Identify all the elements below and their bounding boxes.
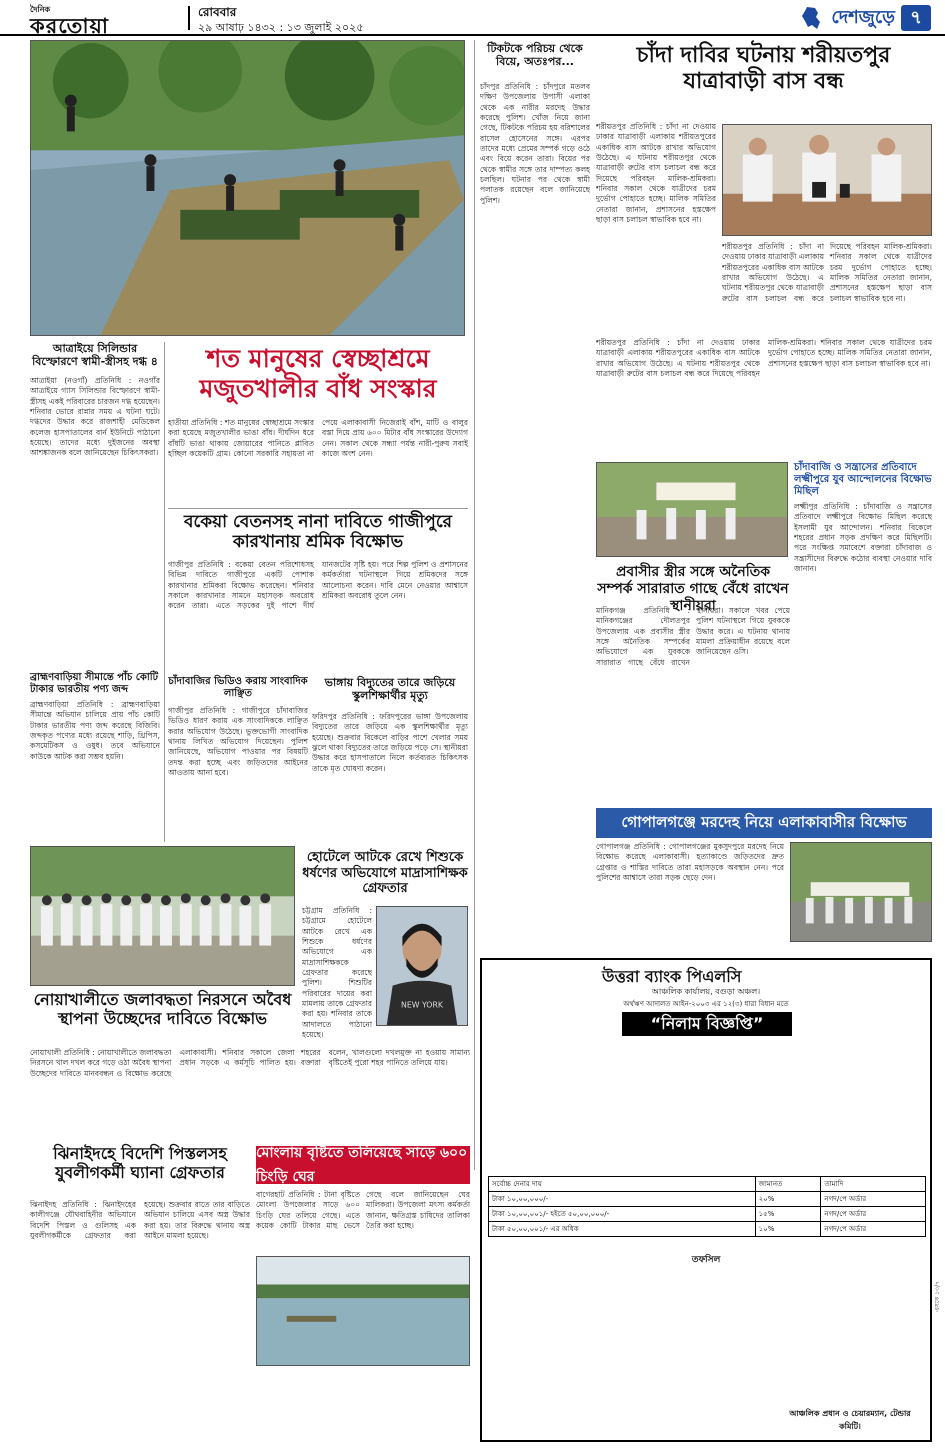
table-row — [489, 1222, 926, 1237]
deposit-table — [488, 1176, 926, 1237]
brand-small: দৈনিক — [30, 5, 51, 14]
table-cell: টাকা ১০,০০,০০১/- হইতে ৫০,০০,০০০/- — [489, 1207, 756, 1222]
table-cell: ১৫% — [755, 1207, 821, 1222]
issue-day: রোববার — [198, 5, 237, 19]
expat-headline[interactable]: প্রবাসীর স্ত্রীর সঙ্গে অনৈতিক সম্পর্ক সারারাত গাছে বেঁধে রাখেন স্থানীয়রা — [597, 564, 789, 614]
bangladesh-map-icon — [799, 5, 825, 31]
section-badge — [799, 4, 931, 32]
madrasa-headline[interactable]: হোটেলে আটকে রেখে শিশুকে ধর্ষণের অভিযোগে মাদ্রাসাশিক্ষক গ্রেফতার — [302, 850, 468, 897]
cylinder-body: আত্রাইয়া (নওগাঁ) প্রতিনিধি : নওগাঁর আত্রাইয়ে গ্যাস সিলিন্ডার বিস্ফোরণে স্বামী-স্ত্রীসহ একই পরিবারের চারজন দগ্ধ হয়েছেন। শনিবার ভোরে রান্নার সময় এ ঘটনা ঘটে। দগ্ধদের উদ্ধার করে রাজশাহী মেডিকেল কলেজ হাসপাতালের বার্ন ইউনিটে পাঠানো হয়েছে। তাদের মধ্যে দুইজনের অবস্থা আশঙ্কাজনক বলে জানিয়েছেন চিকিৎসকরা। — [30, 376, 160, 458]
table-header: সর্বোচ্চ দেনার দায় — [489, 1177, 756, 1192]
table-row — [489, 1192, 926, 1207]
masthead — [0, 0, 945, 36]
newspaper-logo[interactable] — [30, 4, 180, 38]
electric-headline[interactable]: ভাঙ্গায় বিদ্যুতের তারে জড়িয়ে স্কুলশিক্ষার্থীর মৃত্যু — [324, 676, 456, 703]
brahmanbaria-headline[interactable]: ব্রাহ্মণবাড়িয়া সীমান্তে পাঁচ কোটি টাকার ভারতীয় পণ্য জব্দ — [30, 672, 159, 695]
schedule-label: তফসিল — [691, 1255, 721, 1265]
noakhali-headline[interactable]: নোয়াখালীতে জলাবদ্ধতা নিরসনে অবৈধ স্থাপনা উচ্ছেদের দাবিতে বিক্ষোভ — [33, 990, 292, 1029]
press-conference-photo — [722, 124, 932, 236]
bus-headline[interactable]: চাঁদা দাবির ঘটনায় শরীয়তপুর যাত্রাবাড়ী বাস বন্ধ — [636, 42, 891, 95]
dam-headline[interactable]: শত মানুষের স্বেচ্ছাশ্রমে মজুতখালীর বাঁধ সংস্কার — [199, 344, 437, 403]
mongla-body: বাগেরহাট প্রতিনিধি : টানা বৃষ্টিতে মোংলা উপজেলার সাড়ে ৬০০ চিংড়ি ঘের তলিয়ে গেছে। এতে কয়েক কোটি টাকার মাছ ভেসে গেছে বলে জানিয়েছেন ঘের মালিকরা। উপজেলা মৎস্য কর্মকর্তা জানান, ক্ষতিগ্রস্ত চাষিদের তালিকা তৈরি করা হচ্ছে। — [256, 1190, 470, 1231]
table-header-row — [489, 1177, 926, 1192]
table-cell: টাকা ৫০,০০,০০১/- এর অধিক — [489, 1222, 756, 1237]
human-chain-photo — [30, 846, 295, 986]
column-rule — [164, 342, 165, 842]
jhenaidah-body: ঝিনাইদহ প্রতিনিধি : ঝিনাইদহের কালীগঞ্জে যৌথবাহিনীর অভিযানে বিদেশি পিস্তল ও গুলিসহ এক যুবলীগকর্মীকে গ্রেফতার করা হয়েছে। শুক্রবার রাতে তার বাড়িতে অভিযান চালিয়ে এসব অস্ত্র উদ্ধার করা হয়। তার বিরুদ্ধে থানায় অস্ত্র আইনে মামলা হয়েছে। — [30, 1200, 250, 1241]
lakshmipur-body: লক্ষ্মীপুর প্রতিনিধি : চাঁদাবাজি ও সন্ত্রাসের প্রতিবাদে লক্ষ্মীপুরে বিক্ষোভ মিছিল করেছে ইসলামী যুব আন্দোলন। শনিবার বিকেলে শহরের প্রধান সড়ক প্রদক্ষিণ করে মিছিলটি। পরে সংক্ষিপ্ত সমাবেশে বক্তারা চাঁদাবাজ ও সন্ত্রাসীদের বিরুদ্ধে কঠোর ব্যবস্থা নেওয়ার দাবি জানান। — [794, 502, 932, 574]
roadside-protest-photo — [790, 842, 932, 942]
jhenaidah-headline[interactable]: ঝিনাইদহে বিদেশি পিস্তলসহ যুবলীগকর্মী ঘ্যানা গ্রেফতার — [53, 1144, 227, 1183]
section-name: দেশজুড়ে — [831, 6, 895, 28]
auction-terms-text — [488, 1042, 926, 1172]
issue-date: ২৯ আষাঢ় ১৪৩২ : ১৩ জুলাই ২০২৫ — [198, 21, 364, 34]
table-header: জামানত — [755, 1177, 821, 1192]
mongla-headline[interactable]: মোংলায় বৃষ্টিতে তলিয়েছে সাড়ে ৬০০ চিংড়ি ঘের — [256, 1146, 470, 1184]
table-row — [489, 1207, 926, 1222]
auction-law-reference: অর্থঋণ আদালত আইন-২০০৩ এর ১২(৩) ধারা বিধান মতে — [623, 1000, 789, 1008]
masthead-divider — [188, 6, 190, 30]
gopalganj-headline[interactable]: গোপালগঞ্জে মরদেহ নিয়ে এলাকাবাসীর বিক্ষোভ — [596, 808, 932, 838]
bank-branch: আঞ্চলিক কার্যালয়, বগুড়া অঞ্চল। — [651, 987, 761, 996]
brahmanbaria-body: ব্রাহ্মণবাড়িয়া প্রতিনিধি : ব্রাহ্মণবাড়িয়া সীমান্তে অভিযান চালিয়ে প্রায় পাঁচ কোটি টাকার ভারতীয় পণ্য জব্দ করেছে বিজিবি। জব্দকৃত পণ্যের মধ্যে রয়েছে শাড়ি, থ্রিপিস, কসমেটিকস ও ওষুধ। তবে অভিযানে কাউকে আটক করা সম্ভব হয়নি। — [30, 700, 160, 761]
gazipur-headline[interactable]: বকেয়া বেতনসহ নানা দাবিতে গাজীপুরে কারখানায় শ্রমিক বিক্ষোভ — [183, 512, 453, 553]
flooded-shrimp-farm-photo — [256, 1256, 470, 1366]
tiktok-headline[interactable]: টিকটকে পরিচয় থেকে বিয়ে, অতঃপর... — [487, 42, 583, 69]
expat-body: মানিকগঞ্জ প্রতিনিধি : মানিকগঞ্জের দৌলতপুর উপজেলায় এক প্রবাসীর স্ত্রীর সঙ্গে অনৈতিক সম্পর্কের অভিযোগে এক যুবককে সারারাত গাছে বেঁধে রাখেন স্থানীয়রা। সকালে খবর পেয়ে পুলিশ ঘটনাস্থলে গিয়ে যুবককে উদ্ধার করে। এ ঘটনায় থানায় মামলা প্রক্রিয়াধীন রয়েছে বলে জানিয়েছেন ওসি। — [596, 606, 790, 667]
table-cell: টাকা ১০,০০,০০০/- — [489, 1192, 756, 1207]
table-cell: ১০% — [755, 1222, 821, 1237]
table-cell: নগদ/পে অর্ডার — [821, 1222, 926, 1237]
auction-title: “নিলাম বিজ্ঞপ্তি” — [622, 1012, 792, 1036]
dam-repair-photo — [30, 40, 465, 336]
divider — [168, 508, 468, 509]
bus-body: শরীয়তপুর প্রতিনিধি : চাঁদা না দেওয়ায় ঢাকার যাত্রাবাড়ী এলাকায় শরীয়তপুরের একাধিক বাস আটকে রাখার অভিযোগ উঠেছে। এ ঘটনায় শরীয়তপুর থেকে যাত্রাবাড়ী রুটের বাস চলাচল বন্ধ করে দিয়েছে পরিবহন মালিক-শ্রমিকরা। শনিবার সকাল থেকে যাত্রীদের চরম দুর্ভোগ পোহাতে হচ্ছে। মালিক সমিতির নেতারা জানান, প্রশাসনের হস্তক্ষেপ ছাড়া বাস চলাচল স্বাভাবিক হবে না। — [596, 122, 716, 225]
electric-body: ফরিদপুর প্রতিনিধি : ফরিদপুরের ভাঙ্গা উপজেলায় বিদ্যুতের তারে জড়িয়ে এক স্কুলশিক্ষার্থীর মৃত্যু হয়েছে। শুক্রবার বিকেলে বাড়ির পাশে খেলার সময় ঝুলে থাকা বিদ্যুতের তারে জড়িয়ে পড়ে সে। স্থানীয়রা উদ্ধার করে হাসপাতালে নিলে কর্তব্যরত চিকিৎসক তাকে মৃত ঘোষণা করেন। — [312, 712, 468, 773]
bus-body-continued: শরীয়তপুর প্রতিনিধি : চাঁদা না দেওয়ায় ঢাকার যাত্রাবাড়ী এলাকায় শরীয়তপুরের একাধিক বাস আটকে রাখার অভিযোগ উঠেছে। এ ঘটনায় শরীয়তপুর থেকে যাত্রাবাড়ী রুটের বাস চলাচল বন্ধ করে দিয়েছে পরিবহন মালিক-শ্রমিকরা। শনিবার সকাল থেকে যাত্রীদের চরম দুর্ভোগ পোহাতে হচ্ছে। মালিক সমিতির নেতারা জানান, প্রশাসনের হস্তক্ষেপ ছাড়া বাস চলাচল স্বাভাবিক হবে না। — [722, 242, 932, 303]
table-cell: নগদ/পে অর্ডার — [821, 1192, 926, 1207]
bank-name: উত্তরা ব্যাংক পিএলসি — [602, 967, 742, 986]
page-number: ৭ — [901, 5, 931, 31]
column-rule — [474, 40, 475, 1170]
bank-auction-notice[interactable] — [480, 958, 932, 1442]
table-header: তামাদি — [821, 1177, 926, 1192]
property-schedule-text — [488, 1266, 926, 1400]
madrasa-body: চট্টগ্রাম প্রতিনিধি : চট্টগ্রামে হোটেলে আটকে রেখে এক শিশুকে ধর্ষণের অভিযোগে এক মাদ্রাসাশিক্ষককে গ্রেফতার করেছে পুলিশ। শিশুটির পরিবারের দায়ের করা মামলায় তাকে গ্রেফতার করা হয়। শনিবার তাকে আদালতে পাঠানো হয়েছে। — [302, 906, 372, 1040]
ad-signatory: আঞ্চলিক প্রধান ও চেয়ারম্যান, টেন্ডার কমিটি। — [789, 1409, 911, 1431]
gazipur-body: গাজীপুর প্রতিনিধি : বকেয়া বেতন পরিশোধসহ বিভিন্ন দাবিতে গাজীপুরে একটি পোশাক কারখানার শ্রমিকরা বিক্ষোভ করেছেন। শনিবার সকালে কারখানার সামনে মহাসড়ক অবরোধ করেন তারা। এতে সড়কের দুই পাশে দীর্ঘ যানজটের সৃষ্টি হয়। পরে শিল্প পুলিশ ও প্রশাসনের কর্মকর্তারা ঘটনাস্থলে গিয়ে শ্রমিকদের সঙ্গে আলোচনা করেন। দাবি মেনে নেওয়ার আশ্বাসে শ্রমিকরা অবরোধ তুলে নেন। — [168, 560, 468, 611]
gopalganj-body-tail — [790, 946, 932, 954]
table-cell: ২০% — [755, 1192, 821, 1207]
dam-body: হাতীয়া প্রতিনিধি : শত মানুষের স্বেচ্ছাশ্রমে সংস্কার করা হয়েছে মজুতখালীর ভাঙা বাঁধ। দীর্ঘদিন ধরে বাঁধটি ভাঙা থাকায় জোয়ারের পানিতে প্লাবিত হচ্ছিল কয়েকটি গ্রাম। কোনো সরকারি সহায়তা না পেয়ে এলাকাবাসী নিজেরাই বাঁশ, মাটি ও বালুর বস্তা দিয়ে প্রায় ৬০০ মিটার বাঁধ সংস্কারের উদ্যোগ নেন। সকাল থেকে সন্ধ্যা পর্যন্ত নারী-পুরুষ সবাই কাজে অংশ নেন। — [168, 418, 468, 459]
print-code: এসকে ১৩/৭ — [934, 1281, 941, 1312]
cylinder-headline[interactable]: আত্রাইয়ে সিলিন্ডার বিস্ফোরণে স্বামী-স্ত্রীসহ দগ্ধ ৪ — [32, 342, 158, 369]
svg-text:NEW YORK: NEW YORK — [400, 1000, 444, 1010]
accused-portrait-photo — [376, 906, 468, 1026]
bus-body-more: শরীয়তপুর প্রতিনিধি : চাঁদা না দেওয়ায় ঢাকার যাত্রাবাড়ী এলাকায় শরীয়তপুরের একাধিক বাস আটকে রাখার অভিযোগ উঠেছে। এ ঘটনায় শরীয়তপুর থেকে যাত্রাবাড়ী রুটের বাস চলাচল বন্ধ করে দিয়েছে পরিবহন মালিক-শ্রমিকরা। শনিবার সকাল থেকে যাত্রীদের চরম দুর্ভোগ পোহাতে হচ্ছে। মালিক সমিতির নেতারা জানান, প্রশাসনের হস্তক্ষেপ ছাড়া বাস চলাচল স্বাভাবিক হবে না। — [596, 338, 932, 379]
protest-rally-photo — [596, 462, 788, 557]
noakhali-body: নোয়াখালী প্রতিনিধি : নোয়াখালীতে জলাবদ্ধতা নিরসনে খাল দখল করে গড়ে ওঠা অবৈধ স্থাপনা উচ্ছেদের দাবিতে মানববন্ধন ও বিক্ষোভ করেছে এলাকাবাসী। শনিবার সকালে জেলা শহরের প্রধান সড়কে এ কর্মসূচি পালিত হয়। বক্তারা বলেন, খালগুলো দখলমুক্ত না হওয়ায় সামান্য বৃষ্টিতেই পুরো শহর পানিতে তলিয়ে যায়। — [30, 1048, 470, 1078]
gopalganj-body: গোপালগঞ্জ প্রতিনিধি : গোপালগঞ্জের মুকসুদপুরে মরদেহ নিয়ে বিক্ষোভ করেছে এলাকাবাসী। হত্যাকাণ্ডে জড়িতদের দ্রুত গ্রেপ্তার ও শাস্তির দাবিতে তারা মহাসড়কে অবস্থান নেন। পরে পুলিশের আশ্বাসে তারা সড়ক ছেড়ে দেন। — [596, 842, 784, 883]
brand-name: করতোয়া — [30, 13, 109, 38]
journalist-body: গাজীপুর প্রতিনিধি : গাজীপুরে চাঁদাবাজির ভিডিও ধারণ করায় এক সাংবাদিককে লাঞ্ছিত করার অভিযোগ উঠেছে। ভুক্তভোগী সাংবাদিক থানায় লিখিত অভিযোগ দিয়েছেন। পুলিশ জানিয়েছে, অভিযোগ পাওয়ার পর বিষয়টি তদন্ত করা হচ্ছে এবং জড়িতদের আইনের আওতায় আনা হবে। — [168, 706, 308, 778]
journalist-headline[interactable]: চাঁদাবাজির ভিডিও করায় সাংবাদিক লাঞ্ছিত — [168, 676, 308, 699]
lakshmipur-headline[interactable]: চাঁদাবাজি ও সন্ত্রাসের প্রতিবাদে লক্ষ্মীপুরে যুব আন্দোলনের বিক্ষোভ মিছিল — [794, 462, 932, 497]
tiktok-body: চাঁদপুর প্রতিনিধি : চাঁদপুরে মতলব দক্ষিণ উপজেলায় উপাসী এলাকা থেকে এক নারীর মরদেহ উদ্ধার করেছে পুলিশ। খোঁজ নিয়ে জানা গেছে, টিকটকে পরিচয় হয় বরিশালের রাসেল হোসেনের সঙ্গে। এরপর তাদের মধ্যে প্রেমের সম্পর্ক গড়ে ওঠে এবং বিয়ে করেন তারা। বিয়ের পর থেকে স্বামীর সঙ্গে তার দাম্পত্য কলহ চলছিল। ঘটনার পর থেকে স্বামী পলাতক রয়েছেন বলে জানিয়েছে পুলিশ। — [480, 82, 590, 205]
table-cell: নগদ/পে অর্ডার — [821, 1207, 926, 1222]
